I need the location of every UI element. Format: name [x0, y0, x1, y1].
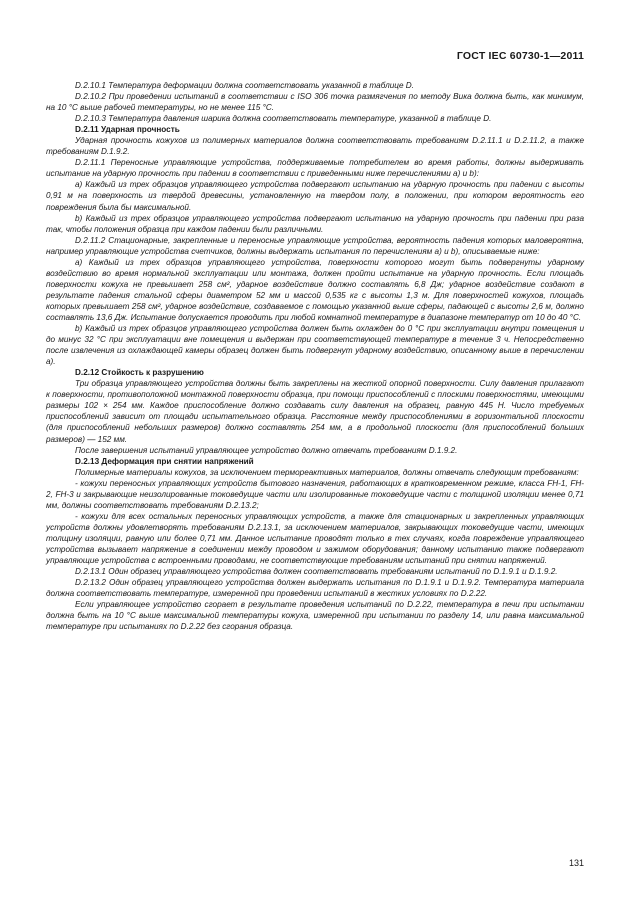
- heading-d-2-12: D.2.12 Стойкость к разрушению: [75, 368, 204, 378]
- paragraph: Ударная прочность кожухов из полимерных материалов должна соответствовать требованиям D.2.11.1 и D.2.11.2, а также требованиям D.1.9.2.: [46, 136, 584, 157]
- dash-list-item: - кожухи для всех остальных переносных управляющих устройств, а также для стационарных и закрепленных управляющих устройств должны удовлетворять требованиям D.2.13.1, за исключением материалов, закрывающих токоведущие части, имеющих толщину изоляции, равную или более 0,71 мм. Данное испытание проводят только в тех случаях, когда повреждение управляющего устройства вызывает напряжение в соединении между проводом и зажимом оборудования; данному испытанию также подвергают управляющие устройства с встроенными проводами, не соответствующие требованиям испытаний при снятии напряжений.: [46, 511, 584, 566]
- heading-d-2-13: D.2.13 Деформация при снятии напряжений: [75, 456, 254, 466]
- clause-d-2-10-2: D.2.10.2 При проведении испытаний в соответствии с ISO 306 точка размягчения по методу Вика должна быть, как минимум, на 10 °С выше рабочей температуры, но не менее 115 °С.: [46, 92, 584, 113]
- paragraph: Полимерные материалы кожухов, за исключением термореактивных материалов, должны отвечать следующим требованиям:: [75, 467, 579, 477]
- paragraph: После завершения испытаний управляющее устройство должно отвечать требованиям D.1.9.2.: [75, 445, 458, 455]
- document-body: [46, 80, 584, 632]
- list-item-b: b) Каждый из трех образцов управляющего устройства подвергают испытанию на ударную прочность при падении при раза так, чтобы положения образца при каждом падении были различными.: [46, 213, 584, 234]
- paragraph: Если управляющее устройство сгорает в результате проведения испытаний по D.2.22, температура в печи при испытании должна быть на 10 °С выше максимальной температуры кожуха, измеренной при испытании по разделу 14, или равна максимальной температуре при испытаниях по D.2.22 без сгорания образца.: [46, 600, 584, 632]
- list-item-b: b) Каждый из трех образцов управляющего устройства должен быть охлажден до 0 °С при эксплуатации внутри помещения и до минус 32 °С при эксплуатации вне помещения и выдержан при соответствующей температуре в течение 3 ч. Непосредственно после извлечения из охлаждающей камеры образец должен быть подвергнут ударному воздействию, описанному выше в перечислении a).: [46, 324, 584, 367]
- clause-d-2-10-3: D.2.10.3 Температура давления шарика должна соответствовать температуре, указанной в таблице D.: [75, 114, 492, 124]
- page-number: 131: [568, 858, 584, 868]
- heading-d-2-11: D.2.11 Ударная прочность: [75, 125, 180, 135]
- list-item-a: a) Каждый из трех образцов управляющего устройства подвергают испытанию на ударную прочность при падении с высоты 0,91 м на поверхность из твердой древесины, установленную на твердом полу, в положении, при котором вероятность его повреждения была бы максимальной.: [46, 180, 584, 212]
- clause-d-2-11-1: D.2.11.1 Переносные управляющие устройства, поддерживаемые потребителем во время работы, должны выдерживать испытание на ударную прочность при падении в соответствии с приведенными ниже перечислениями a) и b):: [46, 158, 584, 179]
- clause-d-2-11-2: D.2.11.2 Стационарные, закрепленные и переносные управляющие устройства, вероятность падения которых маловероятна, например управляющие устройства счетчиков, должны выдержать испытания по перечислениям a) и b), описываемые ниже:: [46, 235, 584, 256]
- dash-list-item: - кожухи переносных управляющих устройств бытового назначения, работающих в кратковременном режиме, класса FH-1, FH-2, FH-3 и закрывающие неизолированные токоведущие части или изолированные токоведущие части с толщиной изоляции менее 0,71 мм, должны соответствовать требованиям D.2.13.2;: [46, 478, 584, 510]
- clause-d-2-13-1: D.2.13.1 Один образец управляющего устройства должен соответствовать требованиям испытаний по D.1.9.1 и D.1.9.2.: [75, 567, 558, 577]
- paragraph: Три образца управляющего устройства должны быть закреплены на жесткой опорной поверхности. Силу давления прилагают к поверхности, противоположной монтажной поверхности образца, при помощи приспособлений с плоскими поверхностями, имеющими размеры 102 × 254 мм. Каждое приспособление должно создавать силу давления на образец, равную 445 Н. Число требуемых приспособлений зависит от площади испытательного образца. Расстояние между приспособлениями в горизонтальной плоскости (для приспособлений небольших размеров) должно составлять 254 мм, а в продольной плоскости (для приспособлений больших размеров) — 152 мм.: [46, 379, 584, 444]
- list-item-a: a) Каждый из трех образцов управляющего устройства, поверхности которого могут быть подвергнуты ударному воздействию во время нормальной эксплуатации или монтажа, должен пройти испытание на ударную прочность. Если площадь поверхности кожуха не превышает 258 см², ударное воздействие должно составлять 6,8 Дж; ударное воздействие создают в результате падения стальной сферы диаметром 52 мм и массой 0,535 кг с высоты 1,3 м. Для поверхностей кожухов, площадь которых превышает 258 см², ударное воздействие, создаваемое с помощью указанной выше сферы, падающей с высоты 2,6 м, должно составлять 13,6 Дж. Испытание допускается проводить при любой комнатной температуре в диапазоне температур от 10 до 40 °С.: [46, 257, 584, 322]
- clause-d-2-13-2: D.2.13.2 Один образец управляющего устройства должен выдержать испытания по D.1.9.1 и D.1.9.2. Температура материала должна соответствовать температуре, измеренной при проведении испытаний в жестких условиях по D.2.22.: [46, 578, 584, 599]
- clause-d-2-10-1: D.2.10.1 Температура деформации должна соответствовать указанной в таблице D.: [75, 81, 414, 90]
- document-header: ГОСТ IEC 60730-1—2011: [456, 50, 584, 62]
